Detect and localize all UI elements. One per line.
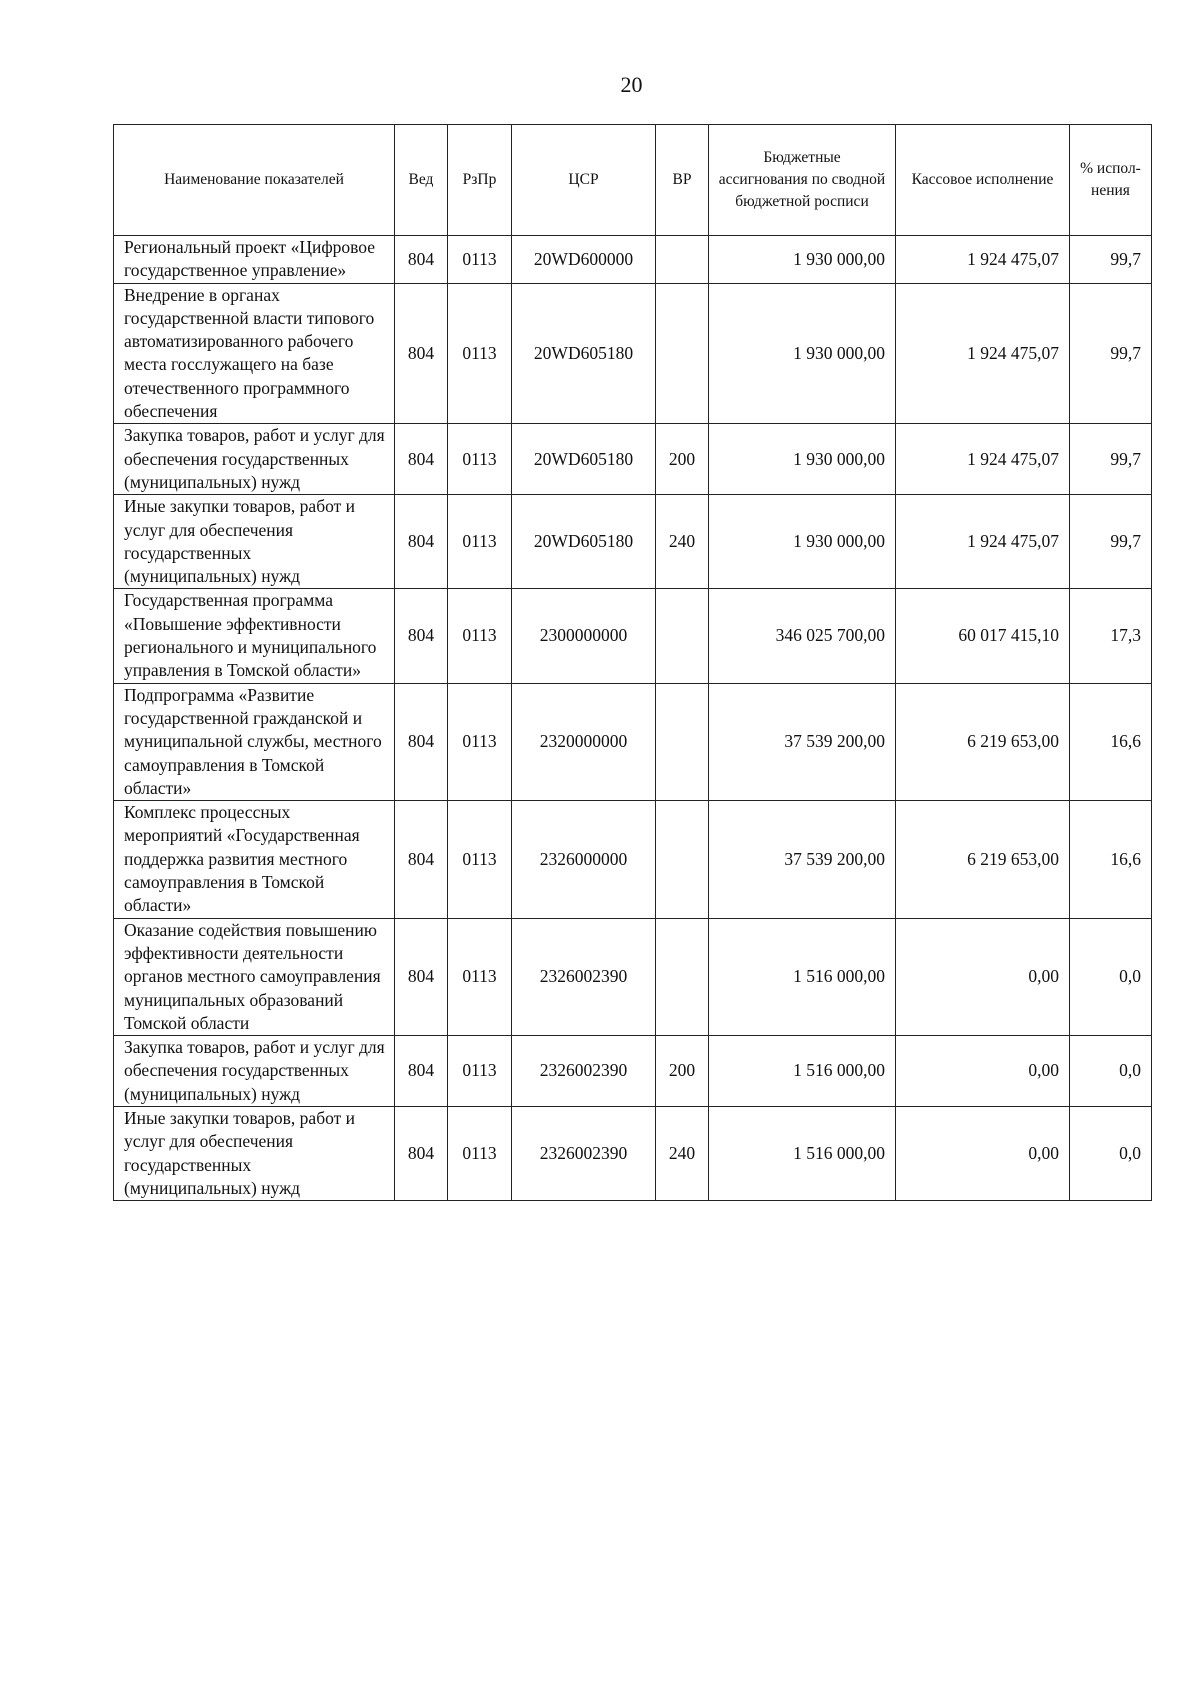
row-budget: 1 516 000,00 (709, 1036, 896, 1107)
row-vr (656, 801, 709, 918)
row-name: Государственная программа «Повышение эффективности регионального и муниципального управления в Томской области» (114, 589, 395, 683)
table-row (114, 424, 1152, 495)
row-cash: 0,00 (896, 918, 1070, 1035)
row-rzpr: 0113 (448, 683, 512, 800)
row-name: Закупка товаров, работ и услуг для обеспечения государственных (муниципальных) нужд (114, 424, 395, 495)
row-budget: 1 930 000,00 (709, 236, 896, 284)
row-cash: 0,00 (896, 1106, 1070, 1200)
row-name: Внедрение в органах государственной власти типового автоматизированного рабочего места госслужащего на базе отечественного программного обеспечения (114, 283, 395, 424)
header-name: Наименование показателей (114, 125, 395, 236)
row-vr (656, 283, 709, 424)
row-name: Иные закупки товаров, работ и услуг для обеспечения государственных (муниципальных) нужд (114, 495, 395, 589)
header-budget: Бюджетные ассигнования по сводной бюджетной росписи (709, 125, 896, 236)
row-budget: 1 516 000,00 (709, 918, 896, 1035)
row-vr: 240 (656, 1106, 709, 1200)
row-vr (656, 683, 709, 800)
row-ved: 804 (395, 1036, 448, 1107)
table-row (114, 918, 1152, 1035)
row-pct: 99,7 (1070, 424, 1152, 495)
row-cash: 6 219 653,00 (896, 801, 1070, 918)
row-budget: 1 930 000,00 (709, 424, 896, 495)
row-cash: 60 017 415,10 (896, 589, 1070, 683)
row-cash: 1 924 475,07 (896, 236, 1070, 284)
table-row (114, 236, 1152, 284)
row-csr: 20WD605180 (512, 424, 656, 495)
row-rzpr: 0113 (448, 1036, 512, 1107)
row-cash: 6 219 653,00 (896, 683, 1070, 800)
row-vr (656, 236, 709, 284)
table-header-row (114, 125, 1152, 236)
row-csr: 2326000000 (512, 801, 656, 918)
row-csr: 20WD605180 (512, 283, 656, 424)
row-pct: 0,0 (1070, 1036, 1152, 1107)
row-rzpr: 0113 (448, 1106, 512, 1200)
row-vr: 200 (656, 424, 709, 495)
row-ved: 804 (395, 236, 448, 284)
row-rzpr: 0113 (448, 801, 512, 918)
table-row (114, 1036, 1152, 1107)
row-ved: 804 (395, 918, 448, 1035)
row-budget: 346 025 700,00 (709, 589, 896, 683)
row-cash: 1 924 475,07 (896, 424, 1070, 495)
row-csr: 20WD605180 (512, 495, 656, 589)
header-cash: Кассовое исполнение (896, 125, 1070, 236)
row-budget: 37 539 200,00 (709, 683, 896, 800)
row-csr: 2320000000 (512, 683, 656, 800)
row-pct: 16,6 (1070, 801, 1152, 918)
table-row (114, 801, 1152, 918)
row-budget: 1 930 000,00 (709, 495, 896, 589)
row-pct: 99,7 (1070, 236, 1152, 284)
row-ved: 804 (395, 1106, 448, 1200)
row-ved: 804 (395, 589, 448, 683)
row-rzpr: 0113 (448, 589, 512, 683)
row-name: Региональный проект «Цифровое государственное управление» (114, 236, 395, 284)
row-ved: 804 (395, 683, 448, 800)
row-ved: 804 (395, 495, 448, 589)
row-name: Закупка товаров, работ и услуг для обеспечения государственных (муниципальных) нужд (114, 1036, 395, 1107)
table-row (114, 1106, 1152, 1200)
row-pct: 17,3 (1070, 589, 1152, 683)
row-name: Подпрограмма «Развитие государственной гражданской и муниципальной службы, местного самоуправления в Томской области» (114, 683, 395, 800)
row-csr: 2300000000 (512, 589, 656, 683)
row-vr: 200 (656, 1036, 709, 1107)
page-number: 20 (620, 72, 643, 97)
row-name: Иные закупки товаров, работ и услуг для обеспечения государственных (муниципальных) нужд (114, 1106, 395, 1200)
row-cash: 1 924 475,07 (896, 495, 1070, 589)
row-rzpr: 0113 (448, 495, 512, 589)
row-vr: 240 (656, 495, 709, 589)
row-rzpr: 0113 (448, 424, 512, 495)
row-rzpr: 0113 (448, 283, 512, 424)
row-cash: 1 924 475,07 (896, 283, 1070, 424)
row-csr: 2326002390 (512, 918, 656, 1035)
row-csr: 20WD600000 (512, 236, 656, 284)
budget-table (113, 124, 1152, 1201)
row-name: Комплекс процессных мероприятий «Государственная поддержка развития местного самоуправления в Томской области» (114, 801, 395, 918)
row-pct: 0,0 (1070, 918, 1152, 1035)
header-ved: Вед (395, 125, 448, 236)
row-vr (656, 918, 709, 1035)
row-budget: 1 516 000,00 (709, 1106, 896, 1200)
row-ved: 804 (395, 801, 448, 918)
row-csr: 2326002390 (512, 1106, 656, 1200)
table-row (114, 589, 1152, 683)
row-pct: 0,0 (1070, 1106, 1152, 1200)
table-row (114, 495, 1152, 589)
row-cash: 0,00 (896, 1036, 1070, 1107)
row-ved: 804 (395, 424, 448, 495)
header-vr: ВР (656, 125, 709, 236)
header-csr: ЦСР (512, 125, 656, 236)
row-pct: 99,7 (1070, 495, 1152, 589)
row-name: Оказание содействия повышению эффективности деятельности органов местного самоуправления муниципальных образований Томской области (114, 918, 395, 1035)
row-budget: 37 539 200,00 (709, 801, 896, 918)
row-ved: 804 (395, 283, 448, 424)
row-csr: 2326002390 (512, 1036, 656, 1107)
row-vr (656, 589, 709, 683)
header-pct: % испол-нения (1070, 125, 1152, 236)
table-row (114, 683, 1152, 800)
row-rzpr: 0113 (448, 918, 512, 1035)
row-pct: 16,6 (1070, 683, 1152, 800)
row-budget: 1 930 000,00 (709, 283, 896, 424)
header-rzpr: РзПр (448, 125, 512, 236)
row-pct: 99,7 (1070, 283, 1152, 424)
row-rzpr: 0113 (448, 236, 512, 284)
table-row (114, 283, 1152, 424)
